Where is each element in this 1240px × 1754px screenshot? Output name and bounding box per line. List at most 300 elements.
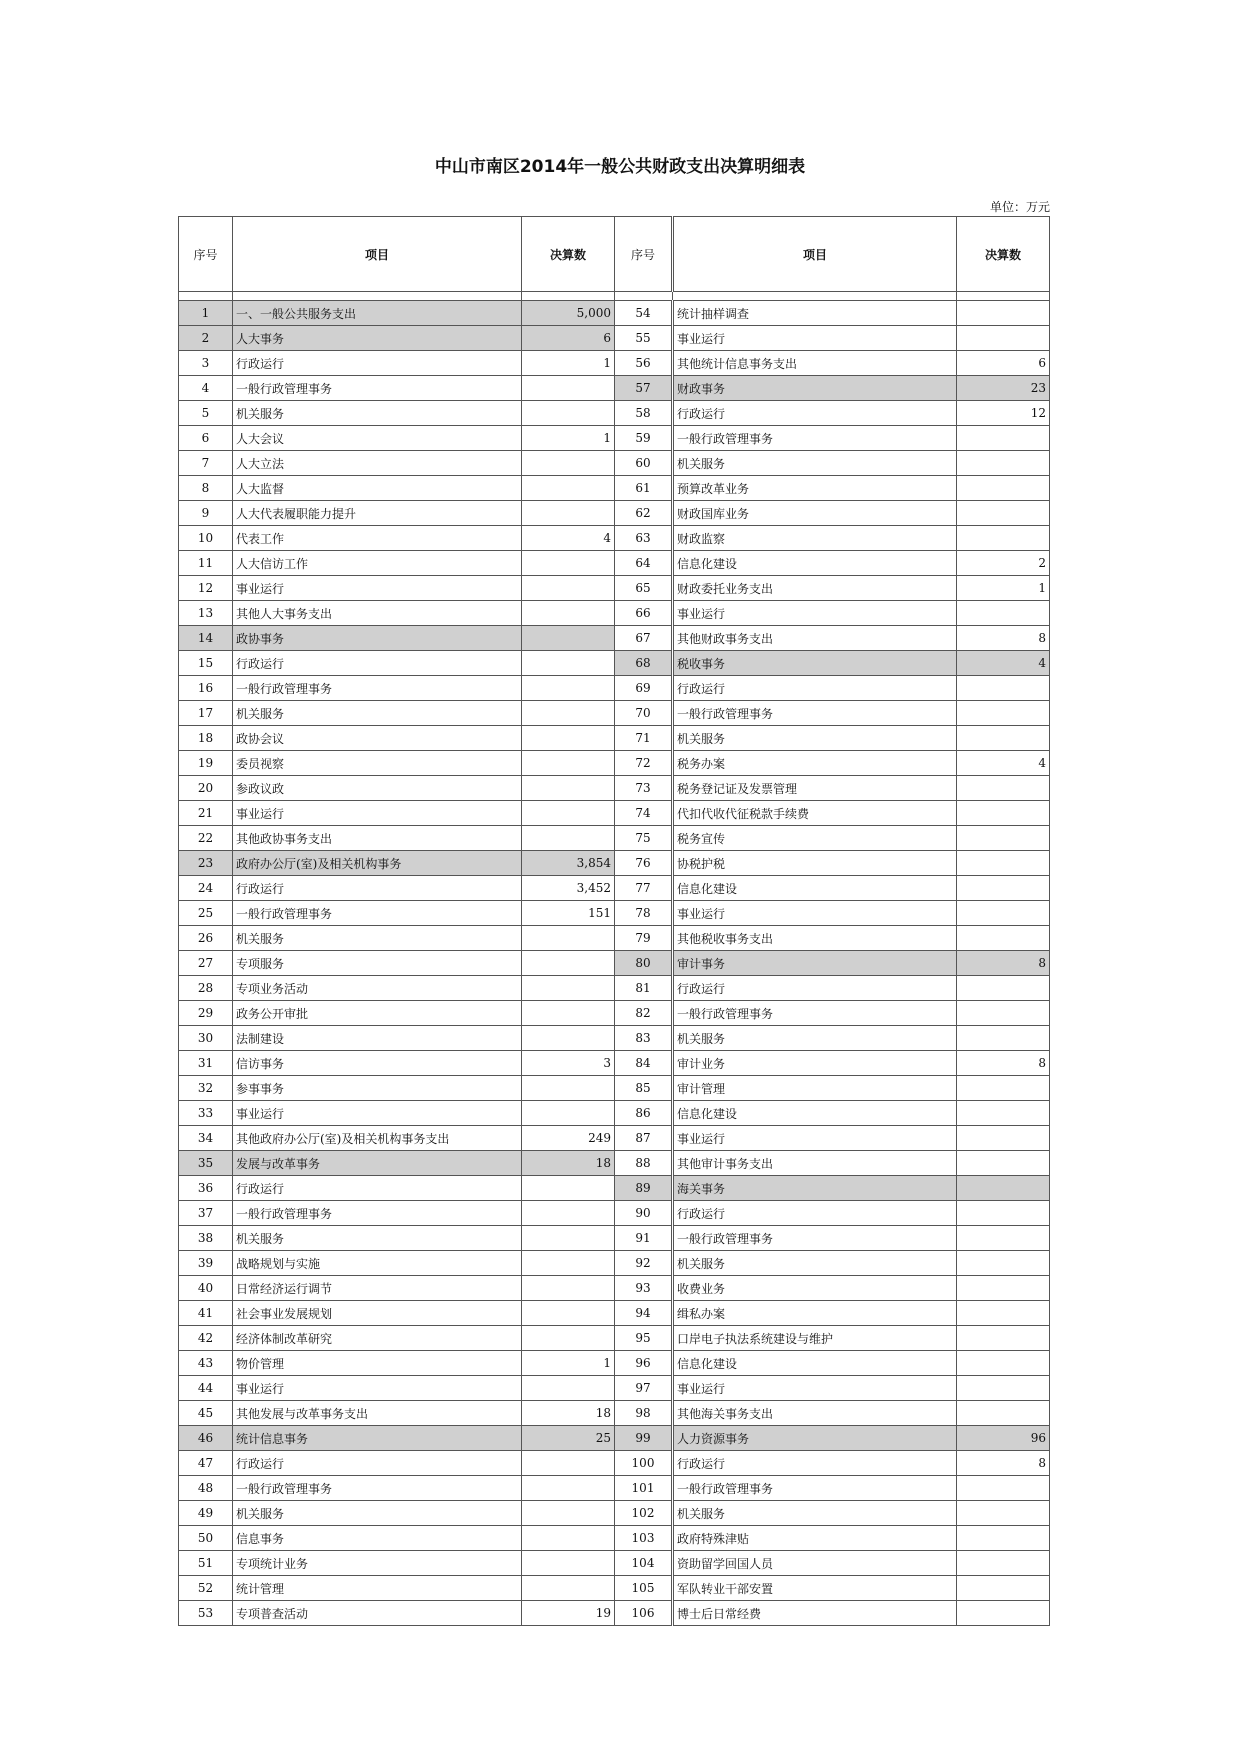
row-item: 机关服务	[233, 401, 522, 426]
row-amount	[522, 626, 615, 651]
row-item: 审计事务	[673, 951, 957, 976]
row-item: 行政运行	[233, 351, 522, 376]
table-row	[179, 1176, 1050, 1201]
row-item: 日常经济运行调节	[233, 1276, 522, 1301]
table-row	[179, 826, 1050, 851]
row-amount	[957, 726, 1050, 751]
table-row	[179, 951, 1050, 976]
row-number: 28	[179, 976, 233, 1001]
row-item: 军队转业干部安置	[673, 1576, 957, 1601]
row-number: 8	[179, 476, 233, 501]
row-amount	[957, 1601, 1050, 1626]
row-item: 税务宣传	[673, 826, 957, 851]
row-amount	[957, 451, 1050, 476]
row-item: 政协会议	[233, 726, 522, 751]
row-number: 67	[615, 626, 673, 651]
row-amount	[957, 326, 1050, 351]
row-number: 26	[179, 926, 233, 951]
row-item: 信访事务	[233, 1051, 522, 1076]
row-amount	[522, 1001, 615, 1026]
row-number: 12	[179, 576, 233, 601]
table-row	[179, 651, 1050, 676]
row-item: 预算改革业务	[673, 476, 957, 501]
row-number: 92	[615, 1251, 673, 1276]
row-number: 77	[615, 876, 673, 901]
row-number: 78	[615, 901, 673, 926]
table-row	[179, 1576, 1050, 1601]
row-number: 18	[179, 726, 233, 751]
row-number: 45	[179, 1401, 233, 1426]
row-item: 博士后日常经费	[673, 1601, 957, 1626]
row-item: 参政议政	[233, 776, 522, 801]
table-row	[179, 851, 1050, 876]
row-number: 23	[179, 851, 233, 876]
row-number: 40	[179, 1276, 233, 1301]
row-number: 7	[179, 451, 233, 476]
row-item: 统计管理	[233, 1576, 522, 1601]
row-item: 海关事务	[673, 1176, 957, 1201]
row-item: 事业运行	[673, 1126, 957, 1151]
row-number: 95	[615, 1326, 673, 1351]
table-row	[179, 751, 1050, 776]
row-amount	[522, 676, 615, 701]
row-item: 行政运行	[673, 676, 957, 701]
row-item: 审计业务	[673, 1051, 957, 1076]
row-amount	[957, 1376, 1050, 1401]
row-amount	[957, 1176, 1050, 1201]
row-item: 机关服务	[673, 1501, 957, 1526]
table-row	[179, 801, 1050, 826]
table-row	[179, 426, 1050, 451]
header-amount-left: 决算数	[522, 217, 615, 292]
table-row	[179, 1326, 1050, 1351]
row-amount: 25	[522, 1426, 615, 1451]
row-item: 资助留学回国人员	[673, 1551, 957, 1576]
row-item: 信息化建设	[673, 1351, 957, 1376]
table-row	[179, 601, 1050, 626]
table-row	[179, 376, 1050, 401]
row-number: 33	[179, 1101, 233, 1126]
table-row	[179, 1026, 1050, 1051]
row-number: 99	[615, 1426, 673, 1451]
row-amount: 96	[957, 1426, 1050, 1451]
table-row	[179, 1426, 1050, 1451]
row-item: 人大会议	[233, 426, 522, 451]
table-row	[179, 1126, 1050, 1151]
row-number: 3	[179, 351, 233, 376]
row-amount	[957, 876, 1050, 901]
row-amount	[522, 576, 615, 601]
row-number: 75	[615, 826, 673, 851]
row-number: 86	[615, 1101, 673, 1126]
row-amount	[522, 926, 615, 951]
row-amount	[957, 1001, 1050, 1026]
row-number: 2	[179, 326, 233, 351]
row-amount: 8	[957, 626, 1050, 651]
row-item: 社会事业发展规划	[233, 1301, 522, 1326]
row-item: 其他人大事务支出	[233, 601, 522, 626]
row-item: 行政运行	[673, 1201, 957, 1226]
row-amount	[957, 976, 1050, 1001]
row-item: 事业运行	[673, 326, 957, 351]
row-amount	[522, 1101, 615, 1126]
table-row	[179, 976, 1050, 1001]
row-amount: 4	[957, 751, 1050, 776]
row-item: 机关服务	[673, 451, 957, 476]
row-number: 17	[179, 701, 233, 726]
row-amount	[522, 826, 615, 851]
row-item: 一般行政管理事务	[673, 1001, 957, 1026]
row-amount: 3,854	[522, 851, 615, 876]
row-amount: 1	[522, 1351, 615, 1376]
table-row	[179, 551, 1050, 576]
table-row	[179, 676, 1050, 701]
row-number: 71	[615, 726, 673, 751]
row-amount: 2	[957, 551, 1050, 576]
row-amount: 18	[522, 1151, 615, 1176]
row-amount	[522, 726, 615, 751]
row-amount	[522, 1526, 615, 1551]
row-number: 13	[179, 601, 233, 626]
row-amount	[957, 1276, 1050, 1301]
table-row	[179, 451, 1050, 476]
row-amount	[957, 1401, 1050, 1426]
row-item: 行政运行	[233, 651, 522, 676]
row-item: 人力资源事务	[673, 1426, 957, 1451]
row-amount	[957, 1151, 1050, 1176]
row-number: 51	[179, 1551, 233, 1576]
row-number: 103	[615, 1526, 673, 1551]
table-row	[179, 1501, 1050, 1526]
row-amount: 6	[957, 351, 1050, 376]
row-number: 64	[615, 551, 673, 576]
row-amount	[522, 1176, 615, 1201]
row-number: 88	[615, 1151, 673, 1176]
row-item: 事业运行	[233, 1376, 522, 1401]
row-item: 战略规划与实施	[233, 1251, 522, 1276]
row-item: 参事事务	[233, 1076, 522, 1101]
row-number: 57	[615, 376, 673, 401]
row-number: 39	[179, 1251, 233, 1276]
table-row	[179, 1526, 1050, 1551]
row-amount	[522, 551, 615, 576]
row-amount: 249	[522, 1126, 615, 1151]
table-row	[179, 876, 1050, 901]
row-item: 人大代表履职能力提升	[233, 501, 522, 526]
row-item: 财政事务	[673, 376, 957, 401]
row-item: 统计信息事务	[233, 1426, 522, 1451]
row-amount: 5,000	[522, 301, 615, 326]
row-amount: 4	[957, 651, 1050, 676]
row-number: 22	[179, 826, 233, 851]
row-amount	[957, 1301, 1050, 1326]
row-amount: 19	[522, 1601, 615, 1626]
row-item: 一般行政管理事务	[673, 1226, 957, 1251]
row-number: 104	[615, 1551, 673, 1576]
table-row	[179, 1101, 1050, 1126]
row-item: 事业运行	[673, 601, 957, 626]
row-item: 其他财政事务支出	[673, 626, 957, 651]
header-item-left: 项目	[233, 217, 522, 292]
row-amount	[522, 1451, 615, 1476]
row-number: 59	[615, 426, 673, 451]
row-number: 49	[179, 1501, 233, 1526]
row-number: 55	[615, 326, 673, 351]
row-item: 审计管理	[673, 1076, 957, 1101]
header-amount-right: 决算数	[957, 217, 1050, 292]
table-row	[179, 401, 1050, 426]
table-row	[179, 1001, 1050, 1026]
table-row	[179, 1251, 1050, 1276]
table-row	[179, 1301, 1050, 1326]
table-row	[179, 476, 1050, 501]
row-number: 29	[179, 1001, 233, 1026]
row-number: 19	[179, 751, 233, 776]
row-number: 98	[615, 1401, 673, 1426]
row-item: 其他统计信息事务支出	[673, 351, 957, 376]
row-number: 87	[615, 1126, 673, 1151]
row-item: 发展与改革事务	[233, 1151, 522, 1176]
row-number: 41	[179, 1301, 233, 1326]
row-amount	[522, 1301, 615, 1326]
row-item: 口岸电子执法系统建设与维护	[673, 1326, 957, 1351]
row-item: 机关服务	[233, 1226, 522, 1251]
row-item: 其他政府办公厅(室)及相关机构事务支出	[233, 1126, 522, 1151]
row-item: 行政运行	[673, 976, 957, 1001]
row-number: 1	[179, 301, 233, 326]
row-number: 94	[615, 1301, 673, 1326]
row-number: 52	[179, 1576, 233, 1601]
table-row	[179, 1076, 1050, 1101]
row-amount	[957, 1326, 1050, 1351]
row-amount	[522, 476, 615, 501]
row-number: 60	[615, 451, 673, 476]
row-number: 66	[615, 601, 673, 626]
row-amount	[957, 1201, 1050, 1226]
row-amount	[957, 1226, 1050, 1251]
row-number: 32	[179, 1076, 233, 1101]
row-amount	[957, 926, 1050, 951]
row-item: 机关服务	[673, 726, 957, 751]
row-number: 70	[615, 701, 673, 726]
row-amount: 18	[522, 1401, 615, 1426]
row-amount	[522, 451, 615, 476]
row-item: 行政运行	[673, 401, 957, 426]
row-amount: 12	[957, 401, 1050, 426]
row-amount	[957, 776, 1050, 801]
table-row	[179, 1376, 1050, 1401]
row-amount	[957, 701, 1050, 726]
row-amount	[957, 1026, 1050, 1051]
row-number: 56	[615, 351, 673, 376]
row-item: 一般行政管理事务	[233, 1201, 522, 1226]
row-amount: 3	[522, 1051, 615, 1076]
row-number: 11	[179, 551, 233, 576]
table-row	[179, 1401, 1050, 1426]
row-item: 信息事务	[233, 1526, 522, 1551]
row-number: 105	[615, 1576, 673, 1601]
row-item: 政府特殊津贴	[673, 1526, 957, 1551]
table-row	[179, 901, 1050, 926]
table-row	[179, 1476, 1050, 1501]
row-item: 一般行政管理事务	[233, 901, 522, 926]
row-item: 政府办公厅(室)及相关机构事务	[233, 851, 522, 876]
row-number: 53	[179, 1601, 233, 1626]
row-number: 61	[615, 476, 673, 501]
row-amount	[522, 401, 615, 426]
expenditure-table	[178, 216, 1050, 1626]
row-number: 63	[615, 526, 673, 551]
row-item: 一般行政管理事务	[233, 376, 522, 401]
table-row	[179, 1451, 1050, 1476]
row-number: 85	[615, 1076, 673, 1101]
row-number: 47	[179, 1451, 233, 1476]
row-item: 税收事务	[673, 651, 957, 676]
row-amount	[957, 901, 1050, 926]
table-row	[179, 326, 1050, 351]
row-amount	[522, 1576, 615, 1601]
row-number: 68	[615, 651, 673, 676]
row-amount	[957, 1501, 1050, 1526]
row-item: 事业运行	[233, 1101, 522, 1126]
row-item: 物价管理	[233, 1351, 522, 1376]
table-row	[179, 726, 1050, 751]
table-row	[179, 1601, 1050, 1626]
page-title: 中山市南区2014年一般公共财政支出决算明细表	[434, 157, 806, 177]
row-number: 30	[179, 1026, 233, 1051]
row-item: 财政委托业务支出	[673, 576, 957, 601]
row-item: 信息化建设	[673, 1101, 957, 1126]
row-amount	[522, 951, 615, 976]
header-no-right: 序号	[615, 217, 673, 292]
row-number: 80	[615, 951, 673, 976]
row-number: 24	[179, 876, 233, 901]
row-amount	[957, 526, 1050, 551]
row-item: 缉私办案	[673, 1301, 957, 1326]
header-item-right: 项目	[673, 217, 957, 292]
row-amount	[957, 301, 1050, 326]
table-row	[179, 301, 1050, 326]
row-amount	[957, 1126, 1050, 1151]
row-number: 93	[615, 1276, 673, 1301]
row-number: 73	[615, 776, 673, 801]
row-number: 15	[179, 651, 233, 676]
table-row	[179, 1551, 1050, 1576]
table-row	[179, 1051, 1050, 1076]
row-number: 44	[179, 1376, 233, 1401]
row-amount	[522, 1251, 615, 1276]
row-number: 6	[179, 426, 233, 451]
row-item: 人大立法	[233, 451, 522, 476]
row-amount	[957, 826, 1050, 851]
row-number: 16	[179, 676, 233, 701]
row-amount	[522, 501, 615, 526]
row-number: 58	[615, 401, 673, 426]
row-number: 65	[615, 576, 673, 601]
row-number: 102	[615, 1501, 673, 1526]
row-number: 101	[615, 1476, 673, 1501]
row-amount	[957, 1351, 1050, 1376]
row-amount: 151	[522, 901, 615, 926]
row-number: 81	[615, 976, 673, 1001]
row-number: 10	[179, 526, 233, 551]
row-amount	[957, 851, 1050, 876]
row-item: 经济体制改革研究	[233, 1326, 522, 1351]
unit-label: 单位：万元	[989, 200, 1050, 214]
row-amount	[522, 376, 615, 401]
row-amount	[957, 601, 1050, 626]
row-item: 协税护税	[673, 851, 957, 876]
row-item: 其他审计事务支出	[673, 1151, 957, 1176]
row-number: 91	[615, 1226, 673, 1251]
row-number: 42	[179, 1326, 233, 1351]
row-item: 其他发展与改革事务支出	[233, 1401, 522, 1426]
row-number: 79	[615, 926, 673, 951]
row-number: 62	[615, 501, 673, 526]
row-amount	[957, 1476, 1050, 1501]
row-item: 其他政协事务支出	[233, 826, 522, 851]
row-item: 机关服务	[233, 926, 522, 951]
row-number: 54	[615, 301, 673, 326]
row-amount	[957, 1526, 1050, 1551]
row-amount	[522, 1551, 615, 1576]
row-item: 专项普查活动	[233, 1601, 522, 1626]
row-amount	[522, 1201, 615, 1226]
row-item: 统计抽样调查	[673, 301, 957, 326]
row-amount	[522, 1326, 615, 1351]
row-item: 专项统计业务	[233, 1551, 522, 1576]
row-item: 事业运行	[233, 801, 522, 826]
row-amount	[522, 651, 615, 676]
row-amount	[957, 501, 1050, 526]
row-item: 信息化建设	[673, 551, 957, 576]
row-amount: 1	[522, 351, 615, 376]
row-item: 一般行政管理事务	[233, 1476, 522, 1501]
row-amount	[522, 1476, 615, 1501]
row-item: 一般行政管理事务	[673, 701, 957, 726]
row-number: 36	[179, 1176, 233, 1201]
row-amount	[522, 1076, 615, 1101]
row-item: 一般行政管理事务	[233, 676, 522, 701]
row-number: 97	[615, 1376, 673, 1401]
row-number: 46	[179, 1426, 233, 1451]
row-amount	[522, 1501, 615, 1526]
row-item: 事业运行	[673, 1376, 957, 1401]
row-amount	[957, 476, 1050, 501]
header-no-left: 序号	[179, 217, 233, 292]
row-amount: 3,452	[522, 876, 615, 901]
row-amount: 6	[522, 326, 615, 351]
table-row	[179, 926, 1050, 951]
row-number: 25	[179, 901, 233, 926]
row-item: 委员视察	[233, 751, 522, 776]
table-row	[179, 626, 1050, 651]
row-item: 机关服务	[673, 1026, 957, 1051]
row-amount	[522, 1376, 615, 1401]
row-item: 人大监督	[233, 476, 522, 501]
row-amount	[522, 801, 615, 826]
row-amount	[957, 1551, 1050, 1576]
row-item: 一般行政管理事务	[673, 426, 957, 451]
table-row	[179, 526, 1050, 551]
row-number: 84	[615, 1051, 673, 1076]
row-amount: 1	[957, 576, 1050, 601]
row-number: 4	[179, 376, 233, 401]
row-amount: 8	[957, 951, 1050, 976]
row-number: 27	[179, 951, 233, 976]
row-item: 政协事务	[233, 626, 522, 651]
row-item: 税务办案	[673, 751, 957, 776]
